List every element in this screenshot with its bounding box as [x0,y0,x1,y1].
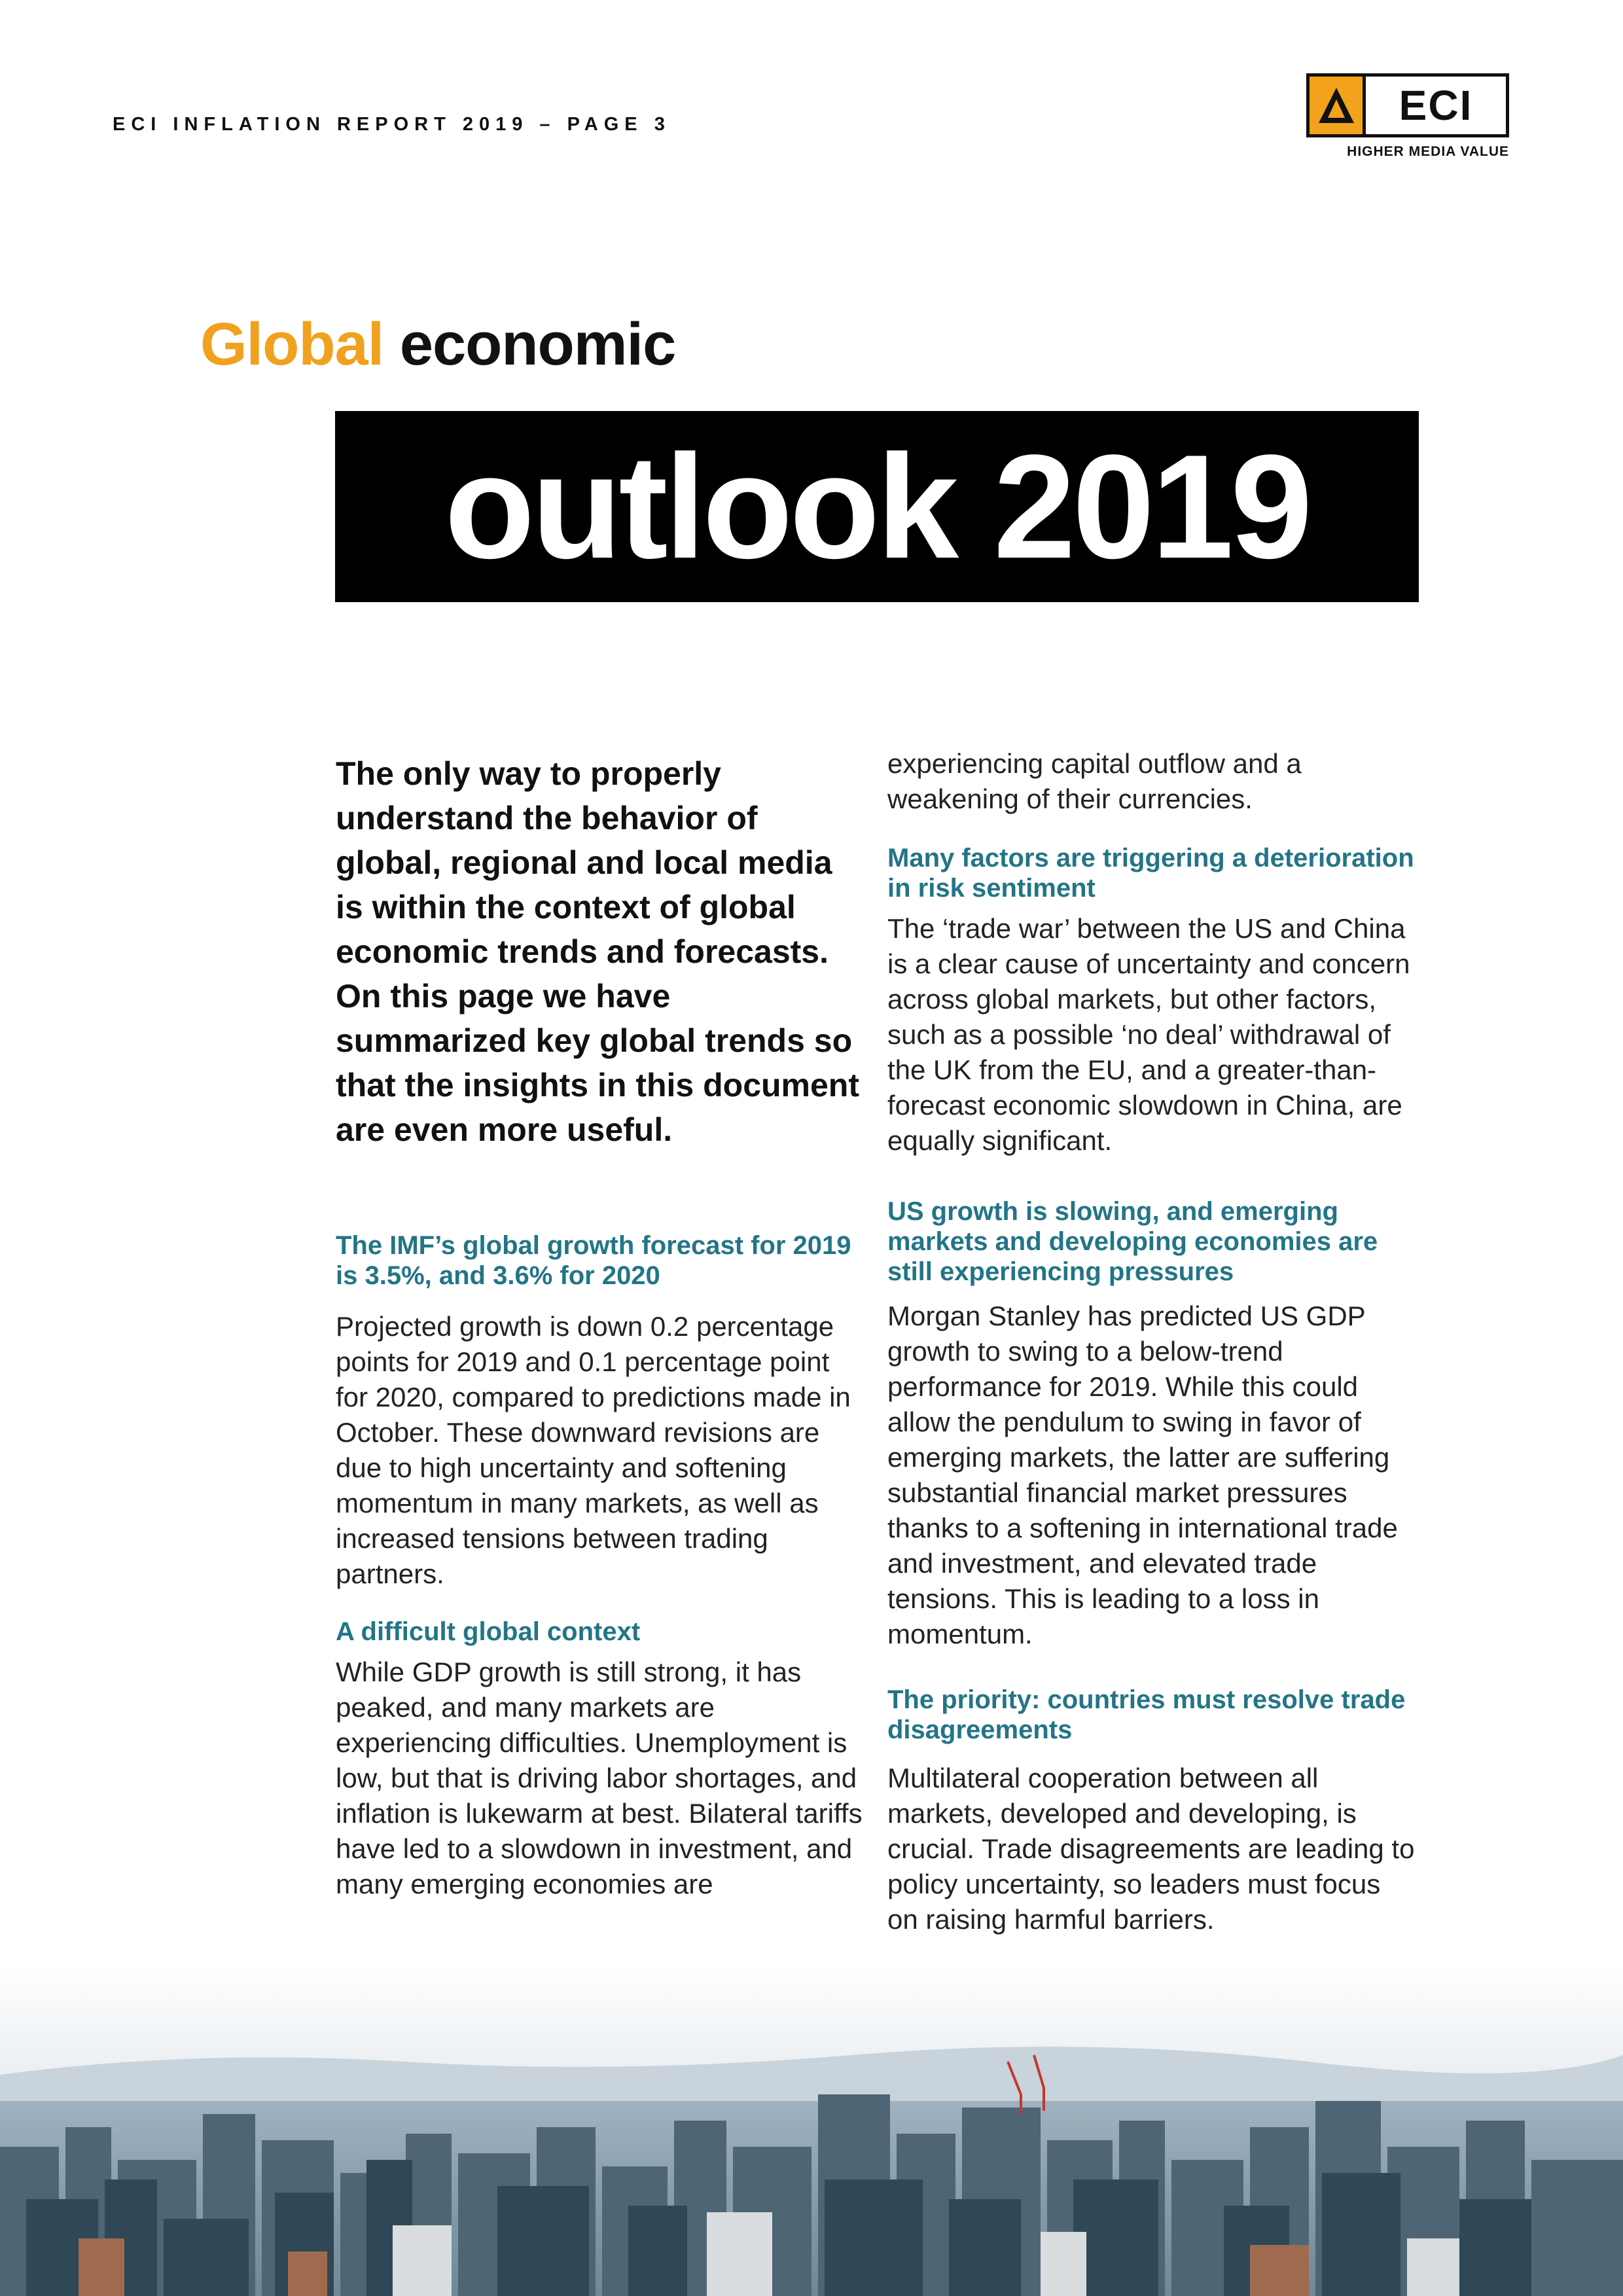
left-column [336,746,866,1902]
title-banner-text: outlook 2019 [444,423,1310,589]
title-rest: economic [399,311,676,378]
section-heading-risk-sentiment: Many factors are triggering a deterioration in risk sentiment [887,844,1414,903]
logo-triangle-icon [1310,77,1366,134]
city-skyline-image [0,1964,1623,2296]
continuation-paragraph: experiencing capital outflow and a weakening of their currencies. [887,748,1302,814]
eci-logo [1306,73,1512,160]
title-banner [335,411,1419,602]
logo-box [1306,73,1509,137]
section-body-difficult-context: While GDP growth is still strong, it has peaked, and many markets are experiencing difficulties. Unemployment is low, but that is driving labor shortages, and inflation is lukewarm at best. Bilateral tariffs have led to a slowdown in investment, and many emerging economies are [336,1657,863,1899]
logo-text: ECI [1399,82,1473,129]
right-column [887,746,1418,1937]
section-body-us-growth: Morgan Stanley has predicted US GDP growth to swing to a below-trend performance for 2019. While this could allow the pendulum to swing in favor of emerging markets, the latter are suffering substantial financial market pressures thanks to a softening in international trade and investment, and elevated trade tensions. This is leading to a loss in momentum. [887,1300,1398,1649]
section-heading-us-growth: US growth is slowing, and emerging markets and developing economies are still experiencing pressures [887,1197,1378,1286]
section-heading-imf: The IMF’s global growth forecast for 2019 is 3.5%, and 3.6% for 2020 [336,1231,851,1290]
intro-paragraph: The only way to properly understand the behavior of global, regional and local media is within the context of global economic trends and forecasts. On this page we have summarized key global trends so that the insights in this document are even more useful. [336,755,859,1148]
section-body-imf: Projected growth is down 0.2 percentage points for 2019 and 0.1 percentage point for 2020, compared to predictions made in October. These downward revisions are due to high uncertainty and softening momentum in many markets, as well as increased tensions between trading partners. [336,1311,851,1589]
section-heading-priority: The priority: countries must resolve trade disagreements [887,1685,1406,1744]
section-heading-difficult-context: A difficult global context [336,1617,641,1646]
section-body-risk-sentiment: The ‘trade war’ between the US and China is a clear cause of uncertainty and concern across global markets, but other factors, such as a possible ‘no deal’ withdrawal of the UK from the EU, and a greater-than-forecast economic slowdown in China, are equally significant. [887,913,1410,1156]
title-accent-word: Global [200,311,384,378]
report-header: ECI INFLATION REPORT 2019 – PAGE 3 [113,114,671,135]
section-body-priority: Multilateral cooperation between all markets, developed and developing, is crucial. Trade disagreements are leading to policy uncertainty, so leaders must focus on raising harmful barriers. [887,1763,1415,1935]
logo-tagline: HIGHER MEDIA VALUE [1347,144,1509,159]
page-title [200,311,676,378]
